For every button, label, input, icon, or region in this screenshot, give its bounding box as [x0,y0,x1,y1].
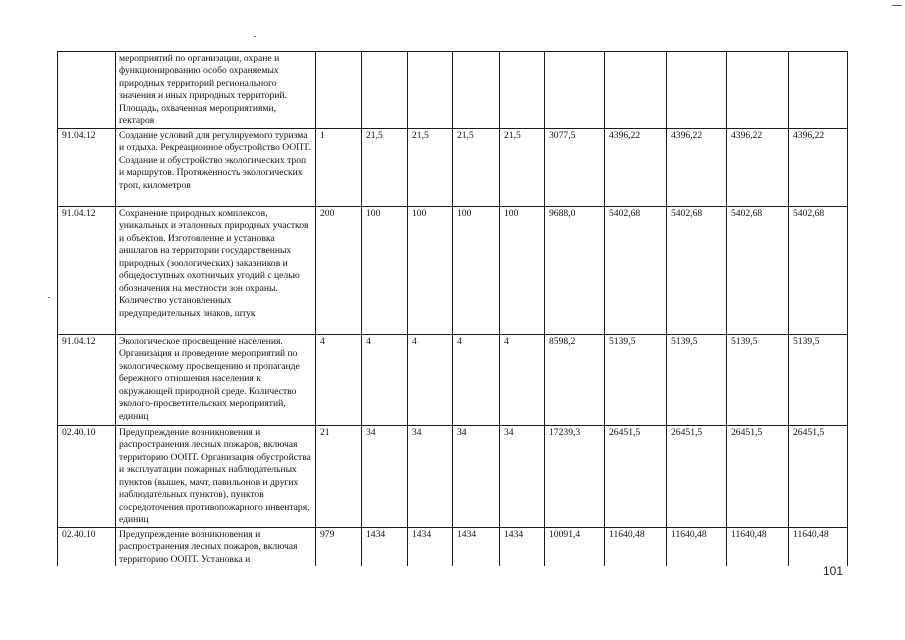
value-cell [727,528,789,567]
value-cell [408,426,453,528]
value-cell [408,207,453,335]
value-cell [667,52,727,129]
value-cell [500,335,545,426]
table-row [58,335,848,426]
code-cell-text: 02.40.10 [62,529,96,540]
value-cell [453,528,500,567]
value-cell [605,528,667,567]
value-cell-text: 26451,5 [793,427,825,438]
value-cell-text: 4 [504,336,509,347]
value-cell-text: 21 [320,427,330,438]
value-cell [316,426,362,528]
value-cell-text: 100 [412,208,427,219]
value-cell [789,528,848,567]
description-cell-text: Предупреждение возникновения и распространения лесных пожаров, включая территорию ООПТ. Установка и [119,529,298,565]
value-cell-text: 4 [366,336,371,347]
code-cell [58,129,116,207]
value-cell-text: 26451,5 [671,427,703,438]
value-cell-text: 979 [320,529,335,540]
value-cell-text: 4396,22 [731,130,763,141]
description-cell [116,207,316,335]
value-cell [727,129,789,207]
value-cell-text: 34 [504,427,514,438]
value-cell [316,52,362,129]
value-cell [408,528,453,567]
value-cell [727,207,789,335]
value-cell-text: 17239,3 [549,427,581,438]
value-cell [667,129,727,207]
value-cell [789,129,848,207]
code-cell [58,207,116,335]
value-cell-text: 100 [366,208,381,219]
table-row [58,52,848,129]
value-cell-text: 200 [320,208,335,219]
table-row [58,207,848,335]
description-cell-text: Предупреждение возникновения и распространения лесных пожаров, включая территорию ООПТ. Организация обустройства и эксплуатации пожарных наблюдательных пунктов (вышек, мачт, павильонов и других наблюдательных пунктов), пунктов сосредоточения противопожарного инвентаря, единиц [119,427,311,526]
value-cell-text: 1434 [366,529,386,540]
value-cell-text: 1 [320,130,325,141]
value-cell [453,426,500,528]
value-cell-text: 5402,68 [609,208,641,219]
value-cell-text: 8598,2 [549,336,576,347]
code-cell [58,426,116,528]
value-cell [545,129,605,207]
value-cell [362,207,408,335]
value-cell [667,335,727,426]
value-cell-text: 4 [457,336,462,347]
value-cell-text: 11640,48 [671,529,707,540]
value-cell-text: 26451,5 [731,427,763,438]
value-cell-text: 5139,5 [671,336,698,347]
value-cell [727,335,789,426]
value-cell-text: 5402,68 [731,208,763,219]
data-table [57,51,848,566]
value-cell [605,207,667,335]
scan-speck [48,297,50,298]
value-cell [500,129,545,207]
value-cell-text: 21,5 [412,130,429,141]
value-cell [545,528,605,567]
value-cell [362,528,408,567]
description-cell-text: Создание условий для регулируемого туризма и отдыха. Рекреационное обустройство ООПТ. Создание и обустройство экологических троп и маршрутов. Протяженность экологических троп, километров [119,130,311,191]
value-cell-text: 4 [412,336,417,347]
value-cell [500,52,545,129]
value-cell [453,335,500,426]
code-cell-text: 02.40.10 [62,427,96,438]
description-cell [116,426,316,528]
description-cell [116,52,316,129]
value-cell [453,207,500,335]
value-cell [500,528,545,567]
value-cell-text: 5402,68 [671,208,703,219]
value-cell-text: 1434 [457,529,477,540]
value-cell [408,52,453,129]
value-cell [667,207,727,335]
value-cell-text: 10091,4 [549,529,581,540]
description-cell-text: Сохранение природных комплексов, уникальных и эталонных природных участков и объектов. Изготовление и установка аншлагов на территории государственных природных (зоологических) заказников и общедоступных охотничьих угодий с целью обозначения на местности зон охраны. Количество установленных предупредительных знаков, штук [119,208,309,319]
value-cell [605,52,667,129]
value-cell [316,528,362,567]
page-number: 101 [823,564,844,578]
value-cell [789,335,848,426]
value-cell [667,426,727,528]
value-cell-text: 4396,22 [793,130,825,141]
value-cell [500,207,545,335]
value-cell [316,335,362,426]
value-cell-text: 34 [366,427,376,438]
description-cell-text: мероприятий по организации, охране и функционированию особо охраняемых природных территорий регионального значения и иных природных территорий. Площадь, охваченная мероприятиями, гектаров [119,53,287,127]
value-cell-text: 100 [504,208,519,219]
value-cell [789,52,848,129]
value-cell [362,335,408,426]
value-cell [316,129,362,207]
table-row [58,528,848,567]
value-cell-text: 5402,68 [793,208,825,219]
description-cell-text: Экологическое просвещение населения. Организация и проведение мероприятий по экологическому просвещению и пропаганде бережного отношения населения к окружающей природной среде. Количество эколого-просветительских мероприятий, единиц [119,336,300,422]
value-cell-text: 11640,48 [731,529,767,540]
value-cell [545,426,605,528]
value-cell-text: 21,5 [504,130,521,141]
value-cell [605,426,667,528]
description-cell [116,129,316,207]
code-cell-text: 91.04.12 [62,208,96,219]
value-cell [408,129,453,207]
value-cell [667,528,727,567]
value-cell-text: 5139,5 [609,336,636,347]
value-cell [545,207,605,335]
value-cell-text: 26451,5 [609,427,641,438]
value-cell [500,426,545,528]
scan-speck [254,36,256,37]
value-cell-text: 4396,22 [671,130,703,141]
value-cell-text: 4396,22 [609,130,641,141]
value-cell-text: 4 [320,336,325,347]
value-cell-text: 34 [457,427,467,438]
code-cell-text: 91.04.12 [62,130,96,141]
description-cell [116,335,316,426]
value-cell [316,207,362,335]
value-cell [453,129,500,207]
value-cell [605,335,667,426]
code-cell [58,52,116,129]
scan-edge-mark [892,5,902,6]
value-cell [789,207,848,335]
value-cell [408,335,453,426]
value-cell [362,426,408,528]
value-cell-text: 5139,5 [793,336,820,347]
value-cell-text: 11640,48 [793,529,829,540]
table-row [58,426,848,528]
value-cell-text: 11640,48 [609,529,645,540]
value-cell-text: 21,5 [457,130,474,141]
value-cell [545,335,605,426]
table-row [58,129,848,207]
value-cell [605,129,667,207]
value-cell-text: 5139,5 [731,336,758,347]
value-cell-text: 1434 [504,529,524,540]
value-cell-text: 9688,0 [549,208,576,219]
value-cell [727,52,789,129]
code-cell [58,528,116,567]
value-cell-text: 1434 [412,529,432,540]
code-cell [58,335,116,426]
value-cell [362,52,408,129]
value-cell-text: 21,5 [366,130,383,141]
code-cell-text: 91.04.12 [62,336,96,347]
value-cell-text: 100 [457,208,472,219]
value-cell [789,426,848,528]
value-cell-text: 3077,5 [549,130,576,141]
description-cell [116,528,316,567]
value-cell [362,129,408,207]
value-cell [545,52,605,129]
value-cell [727,426,789,528]
value-cell-text: 34 [412,427,422,438]
value-cell [453,52,500,129]
